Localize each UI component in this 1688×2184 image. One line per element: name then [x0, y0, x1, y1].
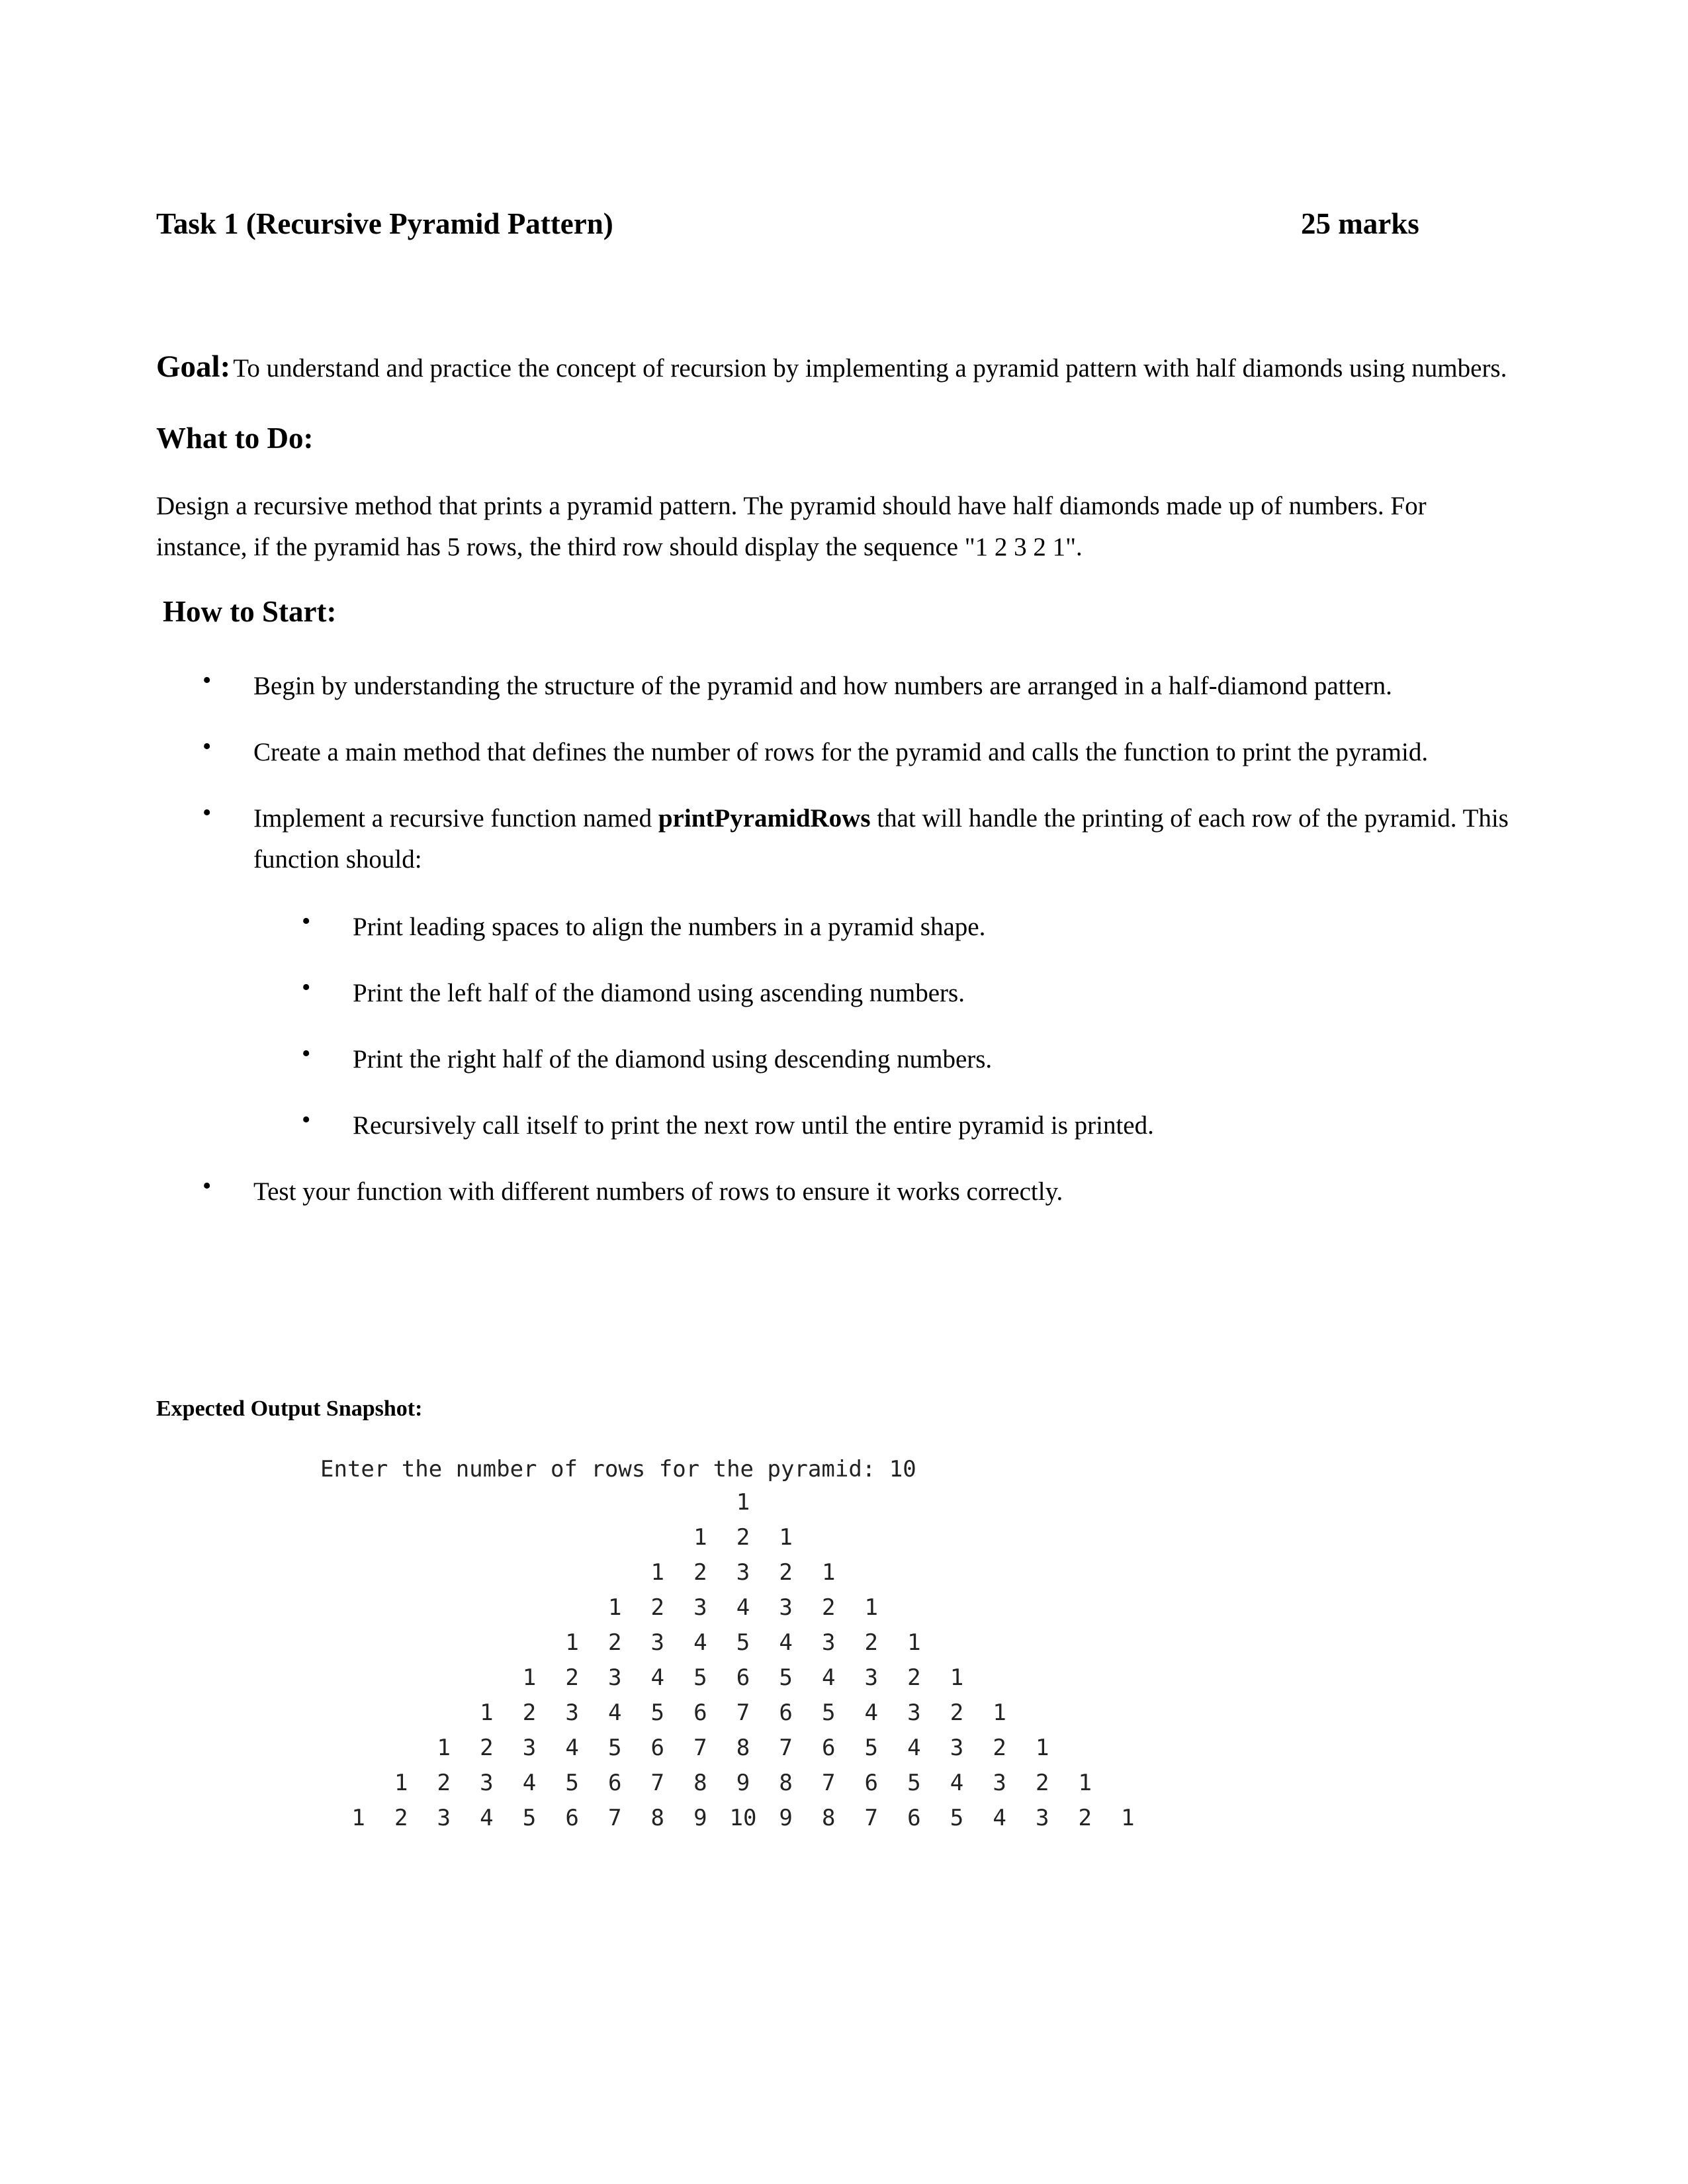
pyramid-number: 2 — [1078, 1805, 1092, 1831]
console-prompt: Enter the number of rows for the pyramid: 10 — [320, 1456, 916, 1482]
pyramid-number: 7 — [821, 1770, 836, 1796]
pyramid-number: 4 — [607, 1700, 622, 1726]
pyramid-number: 1 — [480, 1700, 494, 1726]
pyramid-number: 3 — [437, 1805, 451, 1831]
pyramid-number: 1 — [950, 1664, 964, 1691]
substep-recursive-call: Recursively call itself to print the next row until the entire pyramid is printed. — [353, 1111, 1154, 1140]
bullet-dot: • — [302, 1106, 311, 1134]
pyramid-number: 8 — [821, 1805, 836, 1831]
pyramid-number: 4 — [993, 1805, 1006, 1831]
pyramid-number: 4 — [480, 1805, 494, 1831]
pyramid-number: 6 — [736, 1664, 750, 1691]
pyramid-number: 3 — [522, 1735, 537, 1761]
pyramid-number: 4 — [736, 1594, 750, 1621]
pyramid-number: 3 — [736, 1559, 750, 1586]
pyramid-number: 2 — [779, 1559, 793, 1586]
substep-left-half: Print the left half of the diamond using ascending numbers. — [353, 979, 965, 1007]
what-to-do-line-2: instance, if the pyramid has 5 rows, the third row should display the sequence "1 2 3 2 1". — [156, 533, 1083, 561]
pyramid-number: 7 — [693, 1735, 707, 1761]
step-understand-structure: Begin by understanding the structure of the pyramid and how numbers are arranged in a half-diamond pattern. — [253, 672, 1392, 700]
pyramid-number: 2 — [1035, 1770, 1049, 1796]
pyramid-number: 2 — [821, 1594, 836, 1621]
pyramid-number: 8 — [779, 1770, 793, 1796]
pyramid-number: 7 — [607, 1805, 622, 1831]
pyramid-number: 5 — [907, 1770, 921, 1796]
pyramid-number: 6 — [650, 1735, 665, 1761]
pyramid-number: 2 — [480, 1735, 494, 1761]
pyramid-number: 7 — [736, 1700, 750, 1726]
pyramid-number: 4 — [864, 1700, 879, 1726]
pyramid-number: 6 — [607, 1770, 622, 1796]
step-implement-line-2: function should: — [253, 845, 422, 874]
pyramid-number: 7 — [779, 1735, 793, 1761]
pyramid-number: 3 — [993, 1770, 1006, 1796]
pyramid-number: 1 — [522, 1664, 537, 1691]
substep-leading-spaces: Print leading spaces to align the numbers in a pyramid shape. — [353, 913, 986, 941]
bullet-dot: • — [302, 1040, 311, 1068]
pyramid-number: 1 — [821, 1559, 836, 1586]
task-title: Task 1 (Recursive Pyramid Pattern) — [156, 207, 613, 240]
pyramid-number: 6 — [779, 1700, 793, 1726]
pyramid-number: 1 — [437, 1735, 451, 1761]
pyramid-number: 3 — [607, 1664, 622, 1691]
pyramid-number: 6 — [565, 1805, 579, 1831]
pyramid-number: 2 — [565, 1664, 579, 1691]
pyramid-number: 3 — [1035, 1805, 1049, 1831]
pyramid-number: 2 — [650, 1594, 665, 1621]
pyramid-number: 2 — [607, 1629, 622, 1656]
pyramid-number: 1 — [907, 1629, 921, 1656]
what-to-do-line-1: Design a recursive method that prints a pyramid pattern. The pyramid should have half diamonds made up of numbers. For — [156, 492, 1427, 520]
pyramid-number: 1 — [1035, 1735, 1049, 1761]
pyramid-number: 1 — [736, 1489, 750, 1516]
how-to-start-heading: How to Start: — [163, 595, 337, 628]
pyramid-number: 8 — [693, 1770, 707, 1796]
pyramid-number: 4 — [950, 1770, 964, 1796]
pyramid-number: 2 — [437, 1770, 451, 1796]
pyramid-number: 3 — [950, 1735, 964, 1761]
pyramid-number: 5 — [864, 1735, 879, 1761]
pyramid-number: 1 — [1078, 1770, 1092, 1796]
bullet-dot: • — [202, 799, 212, 827]
pyramid-number: 1 — [779, 1524, 793, 1551]
pyramid-number: 1 — [864, 1594, 879, 1621]
pyramid-number: 1 — [1121, 1805, 1135, 1831]
pyramid-number: 5 — [693, 1664, 707, 1691]
what-to-do-heading: What to Do: — [156, 422, 314, 455]
pyramid-number: 5 — [522, 1805, 537, 1831]
pyramid-number: 1 — [993, 1700, 1006, 1726]
pyramid-number: 2 — [522, 1700, 537, 1726]
step-implement-post: that will handle the printing of each row of the pyramid. This — [870, 804, 1509, 833]
pyramid-number: 5 — [565, 1770, 579, 1796]
pyramid-number: 6 — [907, 1805, 921, 1831]
pyramid-number: 5 — [736, 1629, 750, 1656]
pyramid-number: 4 — [565, 1735, 579, 1761]
pyramid-number: 3 — [480, 1770, 494, 1796]
function-name: printPyramidRows — [658, 804, 871, 833]
goal-label: Goal: — [156, 349, 231, 384]
pyramid-number: 3 — [907, 1700, 921, 1726]
bullet-dot: • — [302, 974, 311, 1001]
task-marks: 25 marks — [1301, 207, 1419, 240]
pyramid-number: 2 — [693, 1559, 707, 1586]
pyramid-number: 9 — [693, 1805, 707, 1831]
pyramid-number: 10 — [729, 1805, 757, 1831]
bullet-dot: • — [202, 666, 212, 694]
pyramid-number: 5 — [821, 1700, 836, 1726]
bullet-dot: • — [202, 733, 212, 760]
pyramid-number: 9 — [736, 1770, 750, 1796]
pyramid-number: 5 — [779, 1664, 793, 1691]
pyramid-number: 2 — [394, 1805, 408, 1831]
pyramid-number: 3 — [864, 1664, 879, 1691]
pyramid-number: 1 — [565, 1629, 579, 1656]
pyramid-number: 7 — [864, 1805, 879, 1831]
step-implement-pre: Implement a recursive function named — [253, 804, 658, 833]
pyramid-number: 2 — [907, 1664, 921, 1691]
pyramid-number: 3 — [693, 1594, 707, 1621]
substep-right-half: Print the right half of the diamond using descending numbers. — [353, 1045, 993, 1073]
pyramid-number: 3 — [565, 1700, 579, 1726]
bullet-dot: • — [202, 1172, 212, 1200]
pyramid-number: 8 — [736, 1735, 750, 1761]
goal-text: To understand and practice the concept of recursion by implementing a pyramid pattern with half diamonds using numbers. — [233, 354, 1507, 383]
pyramid-number: 7 — [650, 1770, 665, 1796]
pyramid-number: 2 — [950, 1700, 964, 1726]
pyramid-number: 3 — [779, 1594, 793, 1621]
pyramid-number: 1 — [650, 1559, 665, 1586]
pyramid-number: 6 — [864, 1770, 879, 1796]
pyramid-number: 5 — [607, 1735, 622, 1761]
pyramid-number: 1 — [394, 1770, 408, 1796]
pyramid-number: 4 — [779, 1629, 793, 1656]
pyramid-number: 4 — [522, 1770, 537, 1796]
pyramid-number: 8 — [650, 1805, 665, 1831]
pyramid-number: 2 — [736, 1524, 750, 1551]
pyramid-number: 3 — [650, 1629, 665, 1656]
pyramid-number: 1 — [351, 1805, 365, 1831]
pyramid-number: 4 — [821, 1664, 836, 1691]
pyramid-number: 5 — [650, 1700, 665, 1726]
pyramid-number: 3 — [821, 1629, 836, 1656]
pyramid-number: 6 — [693, 1700, 707, 1726]
pyramid-number: 4 — [907, 1735, 921, 1761]
step-test-function: Test your function with different numbers of rows to ensure it works correctly. — [253, 1177, 1063, 1206]
pyramid-number: 4 — [650, 1664, 665, 1691]
snapshot-heading: Expected Output Snapshot: — [156, 1396, 423, 1421]
pyramid-number: 1 — [607, 1594, 622, 1621]
pyramid-number: 5 — [950, 1805, 964, 1831]
pyramid-number: 4 — [693, 1629, 707, 1656]
pyramid-number: 1 — [693, 1524, 707, 1551]
pyramid-number: 2 — [864, 1629, 879, 1656]
pyramid-number: 2 — [993, 1735, 1006, 1761]
pyramid-number: 6 — [821, 1735, 836, 1761]
pyramid-number: 9 — [779, 1805, 793, 1831]
bullet-dot: • — [302, 907, 311, 935]
step-create-main: Create a main method that defines the number of rows for the pyramid and calls the function to print the pyramid. — [253, 738, 1429, 766]
